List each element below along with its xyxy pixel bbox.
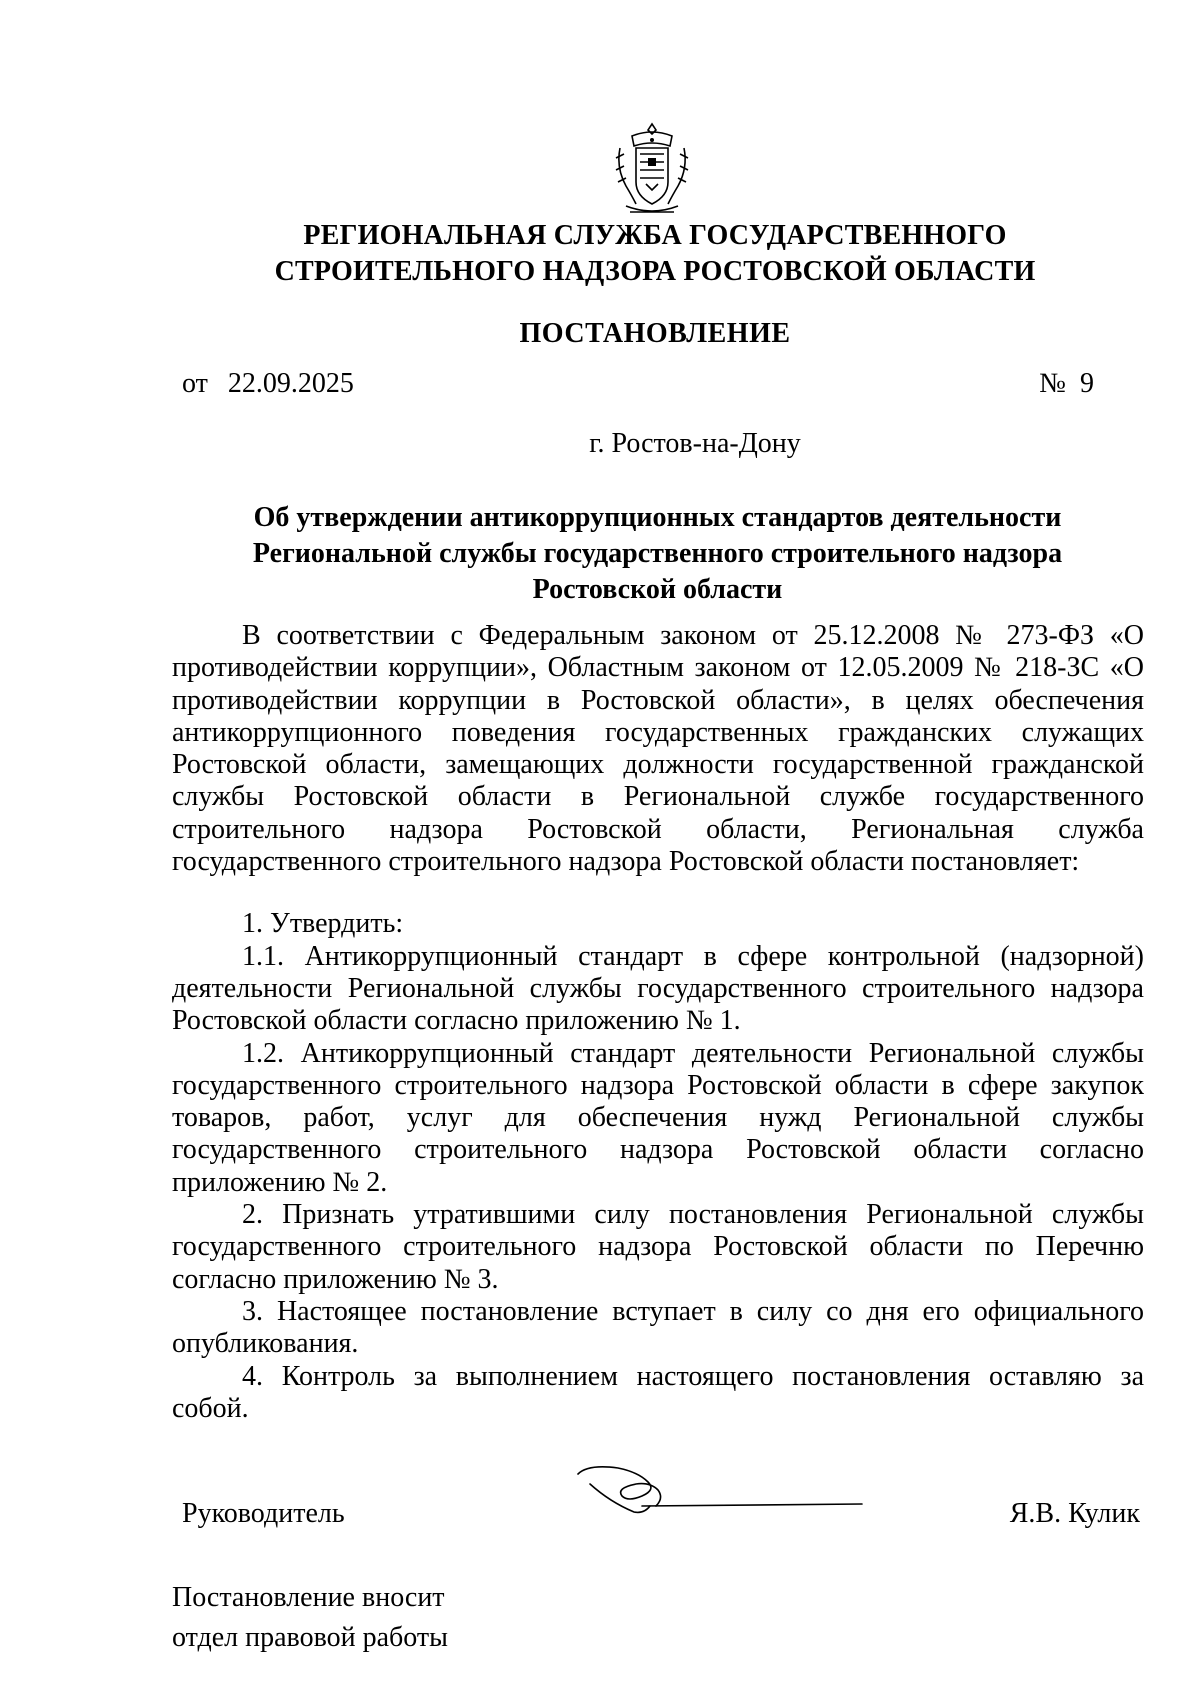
item-1-1: 1.1. Антикоррупционный стандарт в сфере контрольной (надзорной) деятельности Региональной службы государственного строительного надзора Ростовской области согласно приложению № 1. [172,940,1144,1037]
item-2: 2. Признать утратившими силу постановления Региональной службы государственного строительного надзора Ростовской области по Перечню согласно приложению № 3. [172,1199,1144,1295]
submitted-by-line-2: отдел правовой работы [172,1622,448,1653]
preamble-paragraph: В соответствии с Федеральным законом от 25.12.2008 № 273-ФЗ «О противодействии коррупции», Областным законом от 12.05.2009 № 218-ЗС «О противодействии коррупции в Ростовской области», в целях обеспечения антикоррупционного поведения государственных гражданских служащих Ростовской области, замещающих должности государственной гражданской службы Ростовской области в Региональной службе государственного строительного надзора Ростовской области, Региональная служба государственного строительного надзора Ростовской области постановляет: [172,620,1144,878]
document-number [1039,368,1094,400]
number-value: 9 [1080,368,1094,399]
document-subject [170,500,1145,608]
number-label: № [1039,368,1066,399]
item-1-2: 1.2. Антикоррупционный стандарт деятельности Региональной службы государственного строительного надзора Ростовской области в сфере закупок товаров, работ, услуг для обеспечения нужд Региональной службы государственного строительного надзора Ростовской области согласно приложению № 2. [172,1037,1144,1198]
handwritten-signature [572,1456,872,1528]
submitted-by-note [172,1578,448,1658]
subject-line-1: Об утверждении антикоррупционных стандартов деятельности [253,502,1062,533]
signatory-title: Руководитель [182,1498,345,1529]
signatory-name: Я.В. Кулик [1009,1498,1140,1529]
document-type: ПОСТАНОВЛЕНИЕ [519,318,791,349]
item-3: 3. Настоящее постановление вступает в силу со дня его официального опубликования. [172,1295,1144,1360]
subject-line-2: Региональной службы государственного строительного надзора [252,538,1063,569]
date-label: от [182,368,208,399]
document-body [172,620,1144,1425]
organization-line-1: РЕГИОНАЛЬНАЯ СЛУЖБА ГОСУДАРСТВЕННОГО [303,220,1007,251]
coat-of-arms-icon [612,118,692,218]
organization-line-2: СТРОИТЕЛЬНОГО НАДЗОРА РОСТОВСКОЙ ОБЛАСТИ [274,256,1036,287]
submitted-by-line-1: Постановление вносит [172,1582,445,1613]
item-4: 4. Контроль за выполнением настоящего постановления оставляю за собой. [172,1360,1144,1424]
document-date [182,368,354,400]
subject-line-3: Ростовской области [532,574,783,605]
organization-name [170,218,1140,290]
item-1: 1. Утвердить: [242,908,404,940]
document-city: г. Ростов-на-Дону [589,428,801,459]
date-value: 22.09.2025 [227,368,354,399]
